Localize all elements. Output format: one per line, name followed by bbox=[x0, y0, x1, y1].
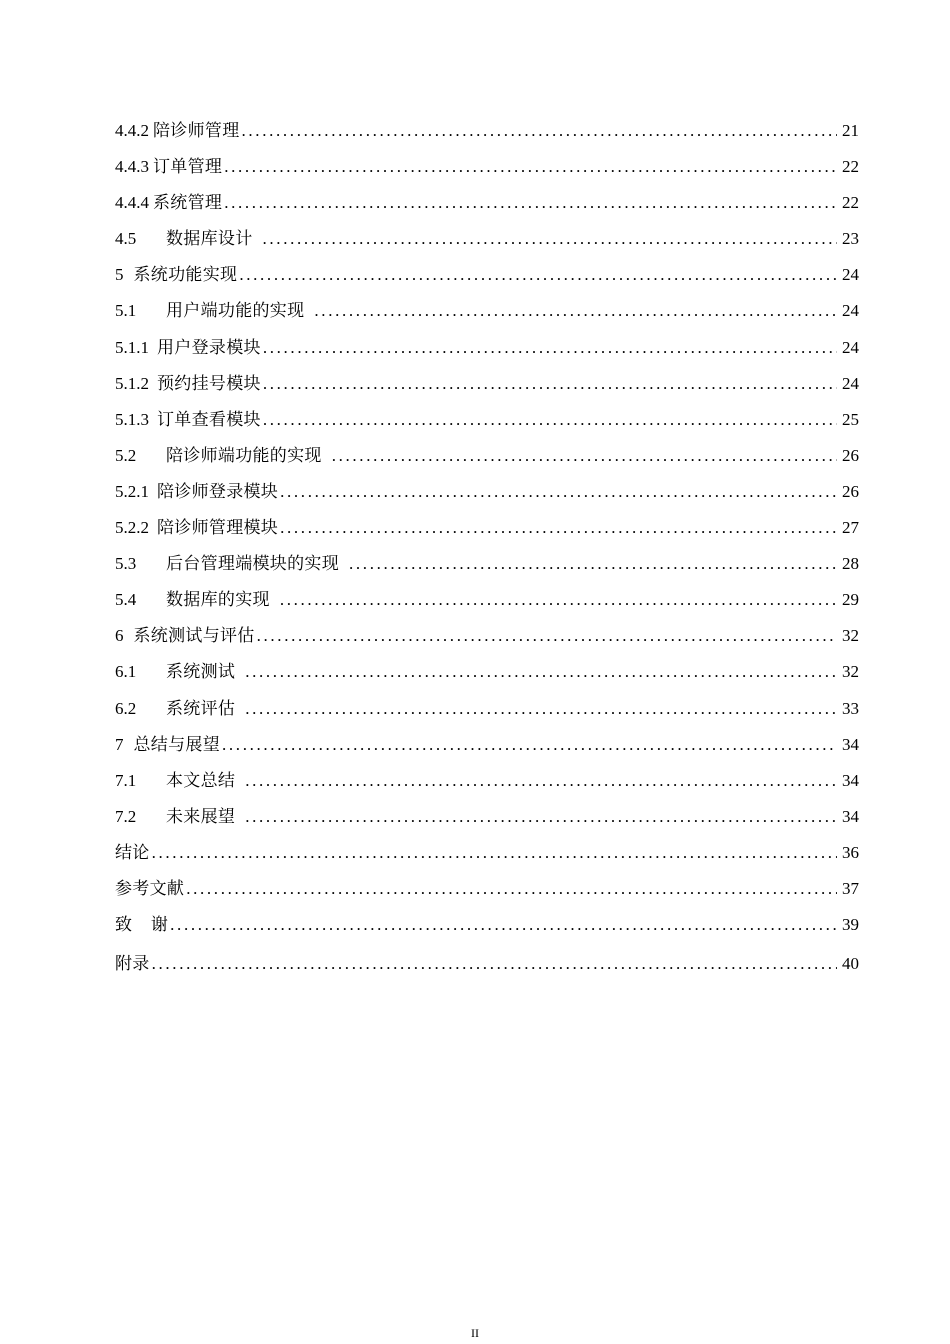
toc-entry-5-1-1[interactable] bbox=[115, 337, 859, 373]
toc-entry-number: 6 bbox=[115, 626, 124, 646]
toc-dot-leader bbox=[239, 264, 837, 286]
toc-entry-title: 陪诊师端功能的实现 bbox=[166, 445, 322, 465]
toc-dot-leader bbox=[245, 770, 837, 792]
toc-entry-number: 5.1.1 bbox=[115, 337, 149, 357]
toc-entry-number: 5.2.2 bbox=[115, 518, 149, 538]
toc-entry-title: 用户端功能的实现 bbox=[166, 301, 305, 321]
toc-entry-page: 24 bbox=[842, 301, 859, 321]
toc-entry-title: 预约挂号模块 bbox=[157, 373, 261, 393]
toc-entry-page: 39 bbox=[842, 915, 859, 935]
toc-entry-title: 结论 bbox=[115, 842, 150, 862]
toc-dot-leader bbox=[257, 625, 837, 647]
toc-dot-leader bbox=[245, 661, 837, 683]
toc-entry-page: 34 bbox=[842, 734, 859, 754]
toc-entry-number: 5.1.2 bbox=[115, 373, 149, 393]
toc-entry-title: 订单查看模块 bbox=[157, 409, 261, 429]
toc-entry-title: 数据库的实现 bbox=[166, 590, 270, 610]
toc-entry-number: 7.2 bbox=[115, 806, 137, 826]
toc-entry-title: 致 谢 bbox=[115, 915, 169, 935]
toc-dot-leader bbox=[224, 156, 837, 178]
toc-entry-title: 数据库设计 bbox=[166, 229, 253, 249]
toc-entry-title: 系统管理 bbox=[153, 193, 223, 213]
toc-entry-number: 4.4.4 bbox=[115, 193, 149, 213]
toc-entry-4-4-4[interactable] bbox=[115, 192, 859, 228]
toc-entry-page: 32 bbox=[842, 662, 859, 682]
toc-entry-page: 32 bbox=[842, 626, 859, 646]
toc-entry-7-1[interactable] bbox=[115, 770, 859, 806]
toc-dot-leader bbox=[152, 953, 837, 975]
toc-entry-number: 7.1 bbox=[115, 770, 137, 790]
toc-entry-number: 4.5 bbox=[115, 229, 137, 249]
toc-entry-5[interactable] bbox=[115, 264, 859, 300]
toc-entry-number: 5.1 bbox=[115, 301, 137, 321]
toc-dot-leader bbox=[280, 481, 837, 503]
toc-entry-number: 5.2 bbox=[115, 445, 137, 465]
toc-dot-leader bbox=[263, 337, 837, 359]
toc-entry-4-4-2[interactable] bbox=[115, 120, 859, 156]
toc-dot-leader bbox=[170, 914, 837, 936]
toc-entry-4-5[interactable] bbox=[115, 228, 859, 264]
toc-entry-number: 5 bbox=[115, 265, 124, 285]
toc-entry-5-4[interactable] bbox=[115, 589, 859, 625]
toc-entry-title: 系统评估 bbox=[166, 698, 236, 718]
toc-entry-page: 26 bbox=[842, 481, 859, 501]
toc-dot-leader bbox=[263, 228, 838, 250]
toc-entry-number: 7 bbox=[115, 734, 124, 754]
toc-entry-5-2-2[interactable] bbox=[115, 517, 859, 553]
toc-dot-leader bbox=[280, 517, 837, 539]
toc-entry-appendix[interactable] bbox=[115, 953, 859, 989]
toc-entry-title: 用户登录模块 bbox=[157, 337, 261, 357]
toc-entry-page: 37 bbox=[842, 878, 859, 898]
toc-dot-leader bbox=[263, 373, 837, 395]
toc-entry-6[interactable] bbox=[115, 625, 859, 661]
toc-entry-page: 28 bbox=[842, 554, 859, 574]
toc-entry-conclusion[interactable] bbox=[115, 842, 859, 878]
toc-entry-title: 订单管理 bbox=[153, 157, 223, 177]
toc-dot-leader bbox=[263, 409, 837, 431]
toc-entry-page: 29 bbox=[842, 590, 859, 610]
toc-dot-leader bbox=[314, 300, 837, 322]
toc-entry-number: 6.2 bbox=[115, 698, 137, 718]
toc-entry-title: 陪诊师管理 bbox=[153, 121, 240, 140]
toc-dot-leader bbox=[332, 445, 837, 467]
toc-entry-title: 系统测试 bbox=[166, 662, 236, 682]
toc-entry-7-2[interactable] bbox=[115, 806, 859, 842]
toc-entry-page: 40 bbox=[842, 954, 859, 974]
toc-dot-leader bbox=[245, 698, 837, 720]
toc-entry-number: 4.4.2 bbox=[115, 121, 149, 140]
toc-entry-title: 总结与展望 bbox=[133, 734, 220, 754]
toc-dot-leader bbox=[224, 192, 837, 214]
toc-entry-5-1[interactable] bbox=[115, 300, 859, 336]
toc-entry-page: 26 bbox=[842, 445, 859, 465]
toc-dot-leader bbox=[152, 842, 837, 864]
toc-entry-title: 参考文献 bbox=[115, 878, 185, 898]
toc-entry-page: 23 bbox=[842, 229, 859, 249]
toc-entry-number: 5.3 bbox=[115, 554, 137, 574]
toc-entry-acknowledgements[interactable] bbox=[115, 914, 859, 950]
toc-entry-title: 系统测试与评估 bbox=[133, 626, 255, 646]
page-number: II bbox=[471, 1326, 479, 1340]
toc-dot-leader bbox=[186, 878, 837, 900]
toc-entry-5-3[interactable] bbox=[115, 553, 859, 589]
toc-entry-4-4-3[interactable] bbox=[115, 156, 859, 192]
toc-entry-number: 6.1 bbox=[115, 662, 137, 682]
toc-entry-page: 34 bbox=[842, 806, 859, 826]
toc-entry-references[interactable] bbox=[115, 878, 859, 914]
toc-entry-title: 本文总结 bbox=[166, 770, 236, 790]
toc-entry-page: 36 bbox=[842, 842, 859, 862]
toc-entry-number: 5.1.3 bbox=[115, 409, 149, 429]
toc-entry-5-2[interactable] bbox=[115, 445, 859, 481]
toc-entry-title: 系统功能实现 bbox=[133, 265, 238, 285]
table-of-contents bbox=[115, 120, 859, 989]
toc-dot-leader bbox=[222, 734, 837, 756]
toc-entry-page: 34 bbox=[842, 770, 859, 790]
toc-entry-page: 22 bbox=[842, 157, 859, 177]
toc-entry-title: 陪诊师管理模块 bbox=[157, 518, 279, 538]
toc-entry-6-1[interactable] bbox=[115, 661, 859, 697]
toc-entry-page: 33 bbox=[842, 698, 859, 718]
toc-entry-page: 24 bbox=[842, 265, 859, 285]
toc-entry-number: 5.4 bbox=[115, 590, 137, 610]
toc-entry-7[interactable] bbox=[115, 734, 859, 770]
toc-entry-title: 后台管理端模块的实现 bbox=[166, 554, 339, 574]
toc-dot-leader bbox=[349, 553, 837, 575]
toc-entry-5-2-1[interactable] bbox=[115, 481, 859, 517]
toc-dot-leader bbox=[280, 589, 837, 611]
toc-entry-title: 附录 bbox=[115, 954, 150, 974]
toc-dot-leader bbox=[242, 120, 838, 142]
toc-entry-page: 24 bbox=[842, 337, 859, 357]
toc-entry-page: 21 bbox=[842, 121, 859, 140]
toc-entry-title: 陪诊师登录模块 bbox=[157, 481, 279, 501]
toc-entry-page: 24 bbox=[842, 373, 859, 393]
toc-entry-page: 25 bbox=[842, 409, 859, 429]
toc-entry-title: 未来展望 bbox=[166, 806, 236, 826]
toc-entry-5-1-3[interactable] bbox=[115, 409, 859, 445]
toc-entry-6-2[interactable] bbox=[115, 698, 859, 734]
toc-entry-number: 4.4.3 bbox=[115, 157, 149, 177]
toc-entry-number: 5.2.1 bbox=[115, 481, 149, 501]
toc-entry-page: 27 bbox=[842, 518, 859, 538]
toc-entry-5-1-2[interactable] bbox=[115, 373, 859, 409]
toc-entry-page: 22 bbox=[842, 193, 859, 213]
toc-dot-leader bbox=[245, 806, 837, 828]
